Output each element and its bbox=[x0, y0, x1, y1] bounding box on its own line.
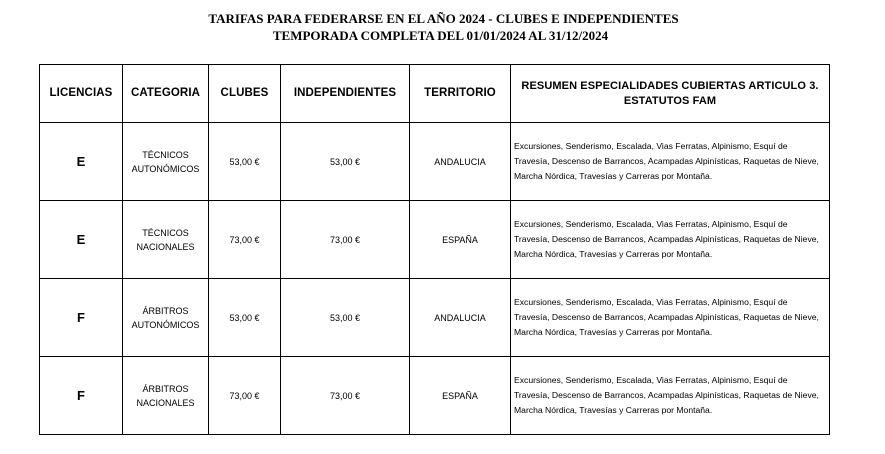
cell-clubes: 53,00 € bbox=[209, 279, 281, 357]
table-row bbox=[40, 201, 830, 279]
cell-resumen: Excursiones, Senderismo, Escalada, Vias Ferratas, Alpinismo, Esquí de Travesía, Descenso de Barrancos, Acampadas Alpinísticas, Raquetas de Nieve, Marcha Nórdica, Travesías y Carreras por Montaña. bbox=[511, 201, 830, 279]
cell-clubes: 73,00 € bbox=[209, 201, 281, 279]
cell-categoria bbox=[123, 123, 209, 201]
title-line-2: TEMPORADA COMPLETA DEL 01/01/2024 AL 31/12/2024 bbox=[272, 28, 609, 43]
table-row bbox=[40, 357, 830, 435]
categoria-line-2: NACIONALES bbox=[136, 241, 195, 252]
cell-resumen: Excursiones, Senderismo, Escalada, Vias Ferratas, Alpinismo, Esquí de Travesía, Descenso de Barrancos, Acampadas Alpinísticas, Raquetas de Nieve, Marcha Nórdica, Travesías y Carreras por Montaña. bbox=[511, 357, 830, 435]
header-resumen: RESUMEN ESPECIALIDADES CUBIERTAS ARTICULO 3. ESTATUTOS FAM bbox=[511, 65, 830, 123]
categoria-line-2: AUTONÓMICOS bbox=[131, 319, 200, 330]
categoria-line-1: TÉCNICOS bbox=[142, 227, 189, 238]
cell-independientes: 73,00 € bbox=[281, 201, 410, 279]
cell-territorio: ESPAÑA bbox=[410, 357, 511, 435]
cell-licencia: E bbox=[40, 123, 123, 201]
cell-categoria bbox=[123, 201, 209, 279]
categoria-line-1: TÉCNICOS bbox=[142, 149, 189, 160]
cell-independientes: 73,00 € bbox=[281, 357, 410, 435]
fees-table bbox=[39, 64, 830, 435]
cell-territorio: ANDALUCIA bbox=[410, 123, 511, 201]
header-categoria: CATEGORIA bbox=[123, 65, 209, 123]
header-clubes: CLUBES bbox=[209, 65, 281, 123]
table-row bbox=[40, 279, 830, 357]
cell-resumen: Excursiones, Senderismo, Escalada, Vias Ferratas, Alpinismo, Esquí de Travesía, Descenso de Barrancos, Acampadas Alpinísticas, Raquetas de Nieve, Marcha Nórdica, Travesías y Carreras por Montaña. bbox=[511, 123, 830, 201]
cell-categoria bbox=[123, 357, 209, 435]
table-row bbox=[40, 123, 830, 201]
cell-resumen: Excursiones, Senderismo, Escalada, Vias Ferratas, Alpinismo, Esquí de Travesía, Descenso de Barrancos, Acampadas Alpinísticas, Raquetas de Nieve, Marcha Nórdica, Travesías y Carreras por Montaña. bbox=[511, 279, 830, 357]
cell-territorio: ANDALUCIA bbox=[410, 279, 511, 357]
cell-licencia: F bbox=[40, 357, 123, 435]
table-header-row bbox=[40, 65, 830, 123]
title-line-1: TARIFAS PARA FEDERARSE EN EL AÑO 2024 - CLUBES E INDEPENDIENTES bbox=[208, 11, 679, 26]
cell-independientes: 53,00 € bbox=[281, 123, 410, 201]
cell-independientes: 53,00 € bbox=[281, 279, 410, 357]
cell-categoria bbox=[123, 279, 209, 357]
categoria-line-2: AUTONÓMICOS bbox=[131, 163, 200, 174]
categoria-line-1: ÁRBITROS bbox=[142, 305, 189, 316]
cell-licencia: F bbox=[40, 279, 123, 357]
document-title bbox=[0, 10, 885, 44]
cell-licencia: E bbox=[40, 201, 123, 279]
cell-clubes: 73,00 € bbox=[209, 357, 281, 435]
categoria-line-2: NACIONALES bbox=[136, 397, 195, 408]
header-licencias: LICENCIAS bbox=[40, 65, 123, 123]
cell-territorio: ESPAÑA bbox=[410, 201, 511, 279]
cell-clubes: 53,00 € bbox=[209, 123, 281, 201]
header-independientes: INDEPENDIENTES bbox=[281, 65, 410, 123]
header-territorio: TERRITORIO bbox=[410, 65, 511, 123]
categoria-line-1: ÁRBITROS bbox=[142, 383, 189, 394]
